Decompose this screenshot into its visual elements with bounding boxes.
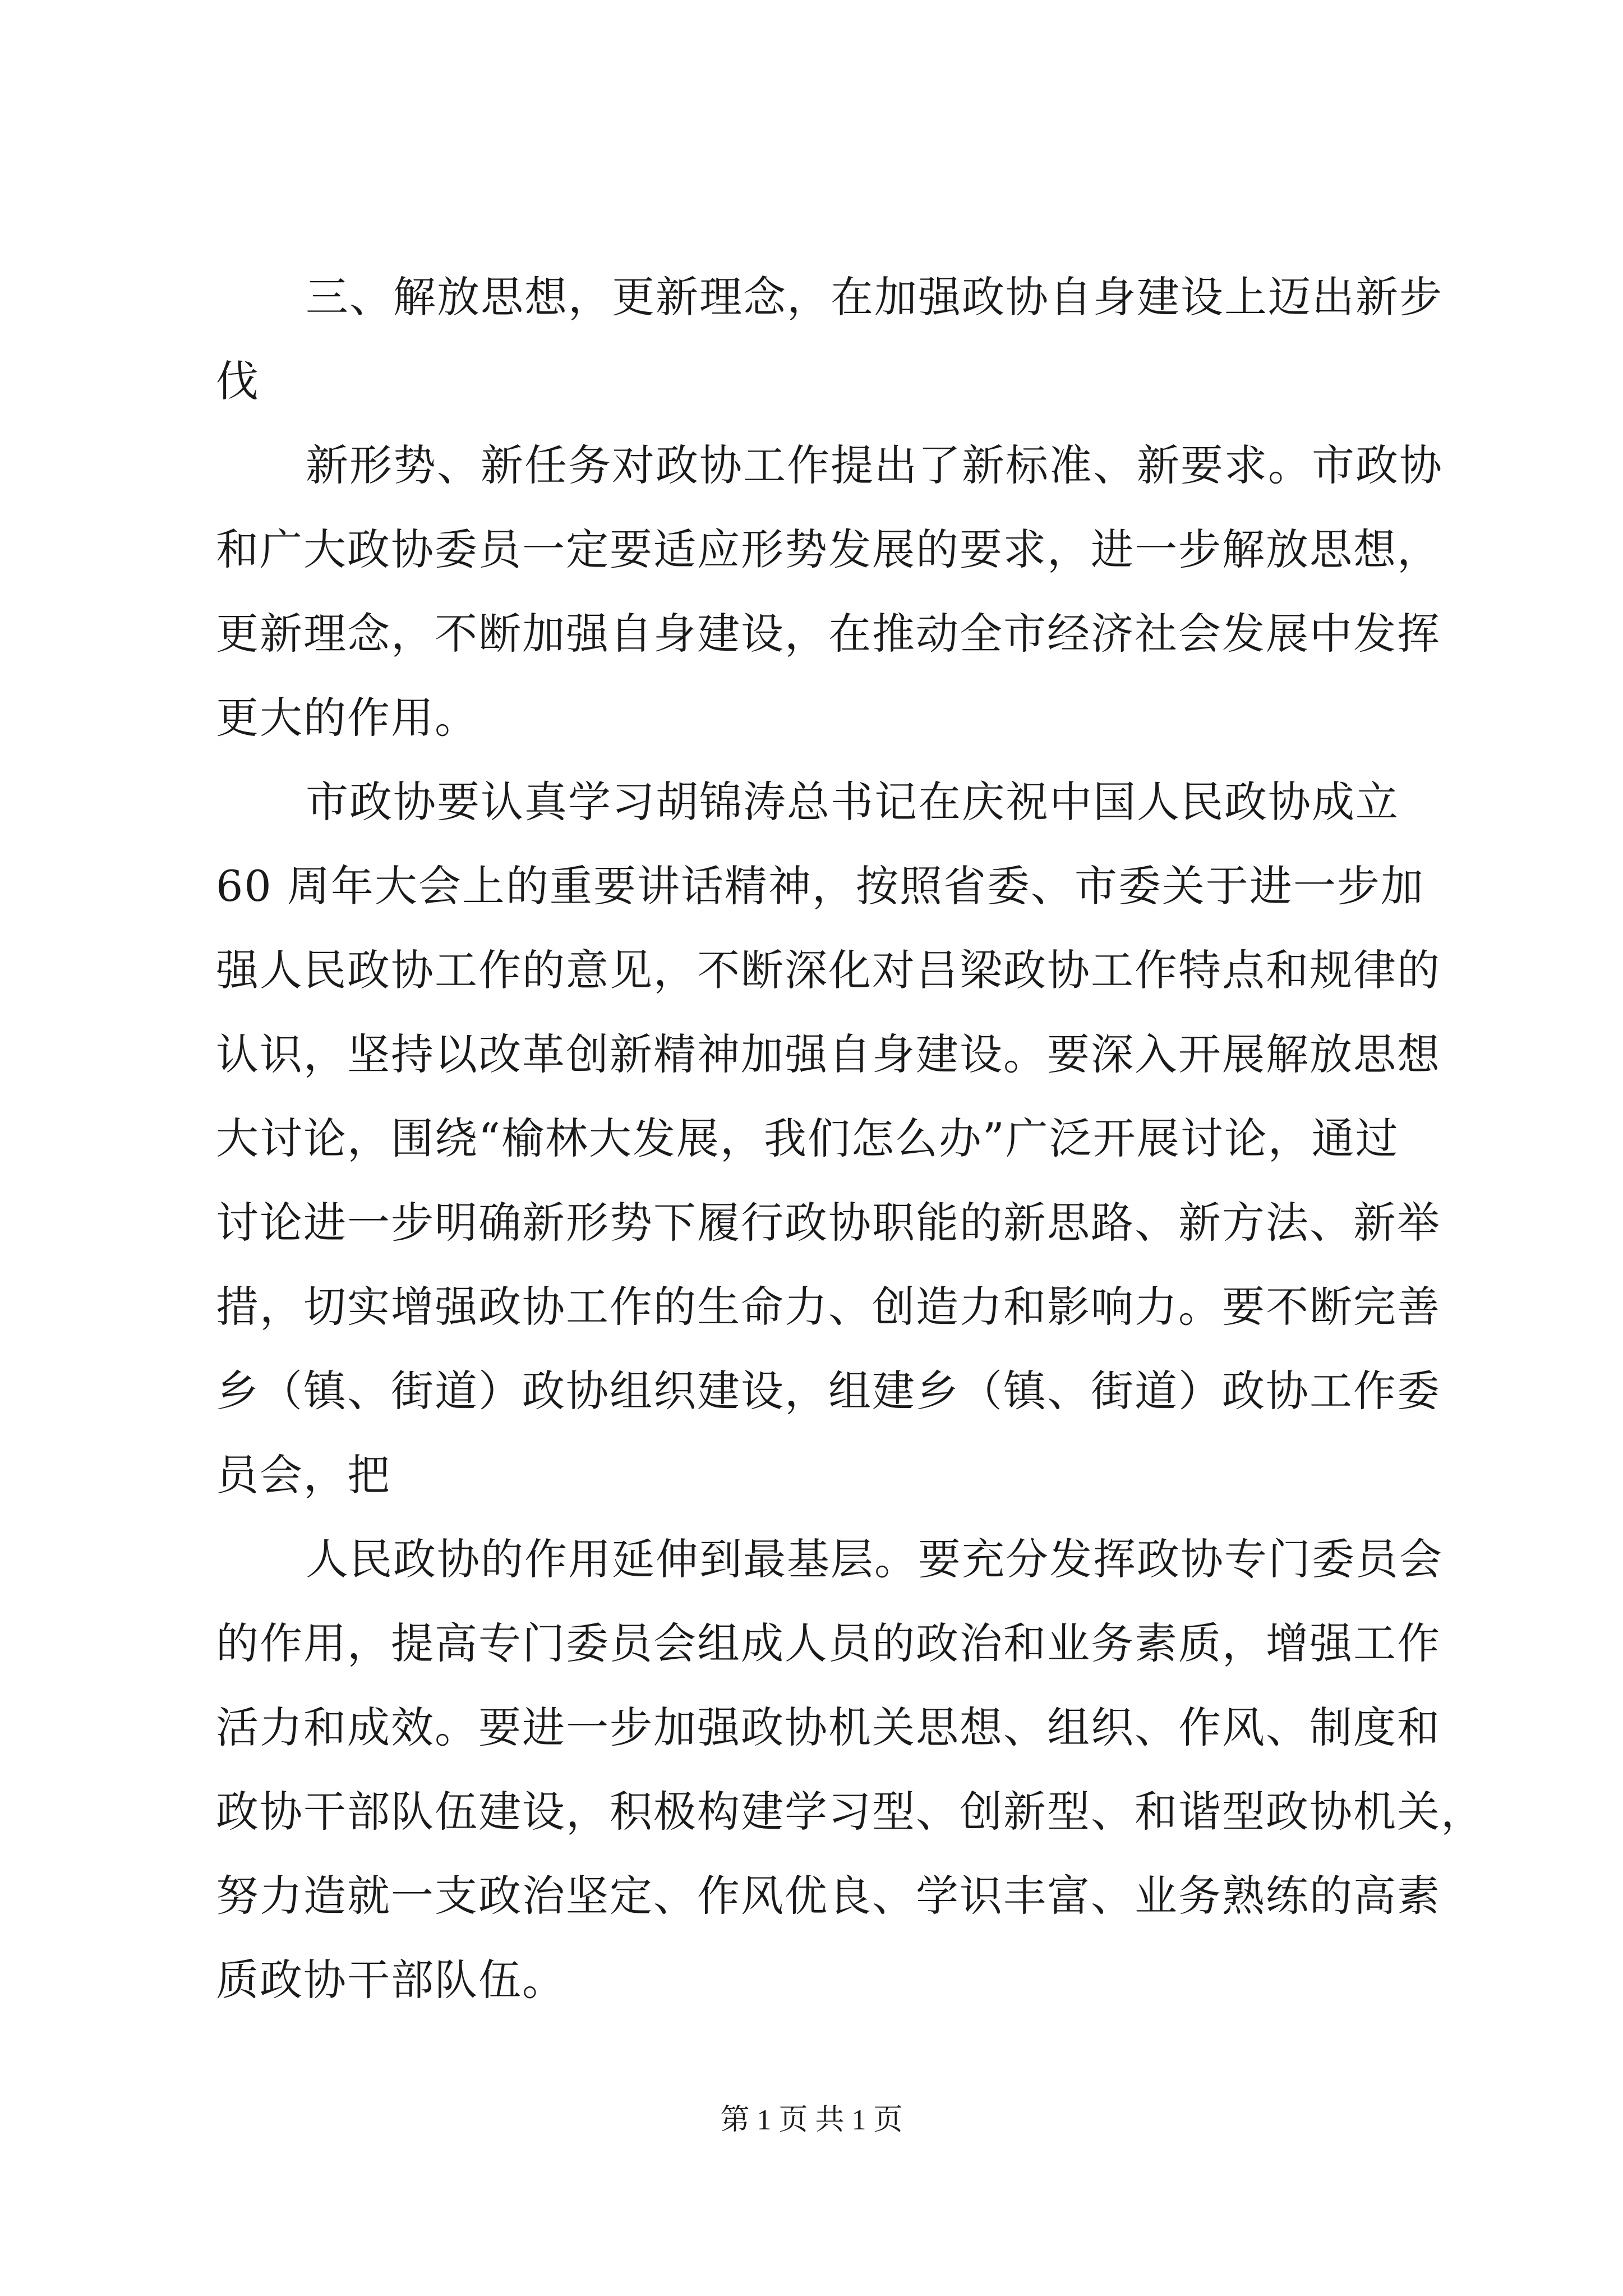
paragraph-line: 的作用，提高专门委员会组成人员的政治和业务素质，增强工作 xyxy=(216,1618,1441,1668)
page-number-footer: 第 1 页 共 1 页 xyxy=(720,2104,903,2136)
paragraph-line: 大讨论，围绕“榆林大发展，我们怎么办”广泛开展讨论，通过 xyxy=(216,1114,1399,1163)
section-heading xyxy=(216,255,1443,424)
paragraph-line: 强人民政协工作的意见，不断深化对吕梁政协工作特点和规律的 xyxy=(216,945,1441,995)
document-body xyxy=(216,255,1484,2022)
paragraph-line: 认识，坚持以改革创新精神加强自身建设。要深入开展解放思想 xyxy=(216,1029,1441,1079)
paragraph xyxy=(216,1517,1484,2022)
paragraph-line: 措，切实增强政协工作的生命力、创造力和影响力。要不断完善 xyxy=(216,1282,1441,1332)
paragraph-line: 活力和成效。要进一步加强政协机关思想、组织、作风、制度和 xyxy=(216,1703,1441,1752)
paragraph-line: 员会，把 xyxy=(216,1450,391,1500)
paragraph-line: 60 周年大会上的重要讲话精神，按照省委、市委关于进一步加 xyxy=(216,861,1424,911)
paragraph-line: 努力造就一支政治坚定、作风优良、学识丰富、业务熟练的高素 xyxy=(216,1871,1441,1921)
paragraph xyxy=(216,424,1443,760)
heading-line: 三、解放思想，更新理念，在加强政协自身建设上迈出新步 xyxy=(306,272,1443,322)
paragraph-line: 更大的作用。 xyxy=(216,693,478,743)
paragraph-line: 更新理念，不断加强自身建设，在推动全市经济社会发展中发挥 xyxy=(216,609,1441,659)
paragraph-line: 政协干部队伍建设，积极构建学习型、创新型、和谐型政协机关， xyxy=(216,1787,1484,1837)
paragraph-line: 讨论进一步明确新形势下履行政协职能的新思路、新方法、新举 xyxy=(216,1198,1441,1248)
paragraph-line: 新形势、新任务对政协工作提出了新标准、新要求。市政协 xyxy=(306,440,1443,490)
paragraph-line: 和广大政协委员一定要适应形势发展的要求，进一步解放思想， xyxy=(216,524,1441,574)
paragraph xyxy=(216,760,1441,1517)
paragraph-line: 市政协要认真学习胡锦涛总书记在庆祝中国人民政协成立 xyxy=(306,777,1399,827)
heading-line: 伐 xyxy=(216,356,260,406)
paragraph-line: 质政协干部队伍。 xyxy=(216,1955,566,2005)
paragraph-line: 人民政协的作用延伸到最基层。要充分发挥政协专门委员会 xyxy=(306,1534,1443,1584)
paragraph-line: 乡（镇、街道）政协组织建设，组建乡（镇、街道）政协工作委 xyxy=(216,1366,1441,1416)
